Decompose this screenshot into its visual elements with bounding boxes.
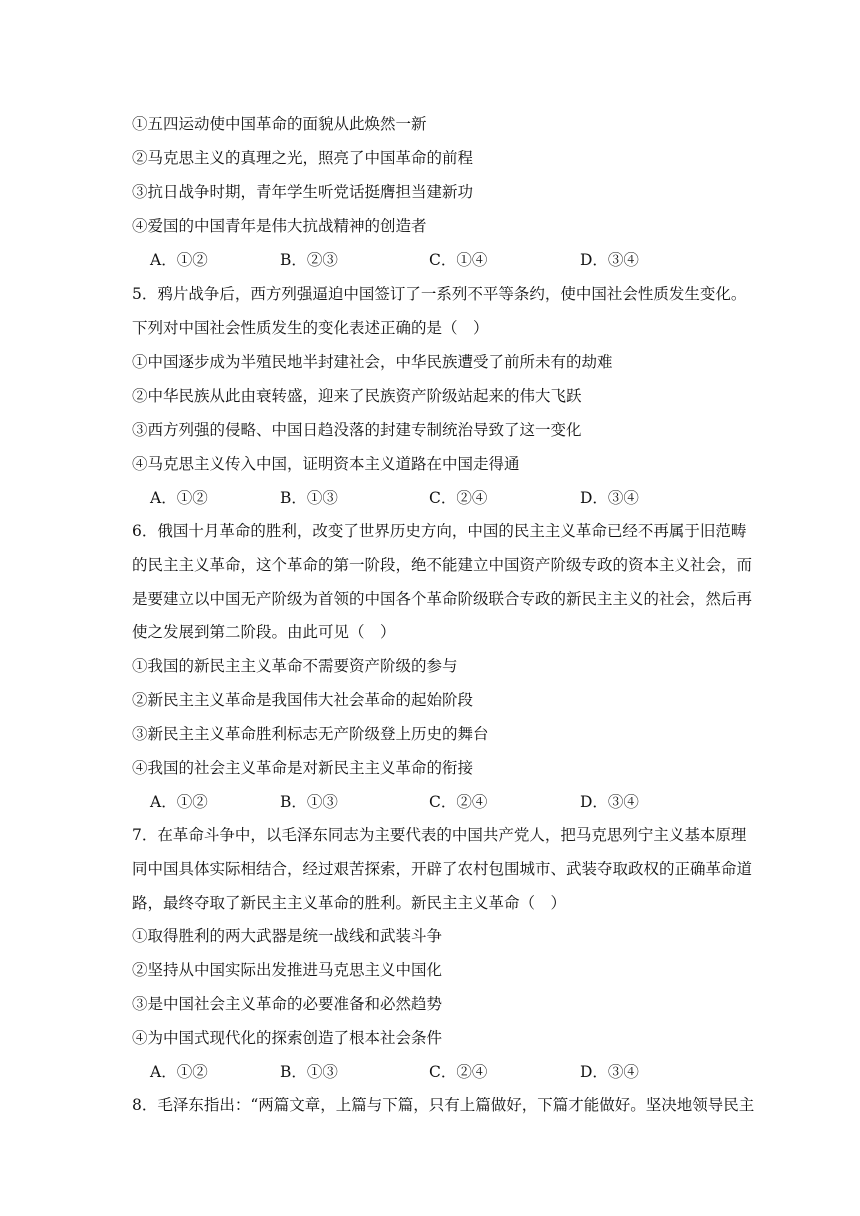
q6-statement-2: ②新民主主义革命是我国伟大社会革命的起始阶段 — [132, 691, 474, 709]
q5-option-c[interactable]: C．②④ — [429, 489, 488, 507]
q5-stem-line-1: 5．鸦片战争后，西方列强逼迫中国签订了一系列不平等条约，使中国社会性质发生变化。 — [132, 285, 747, 303]
q5-statement-1: ①中国逐步成为半殖民地半封建社会，中华民族遭受了前所未有的劫难 — [132, 353, 613, 371]
q4-option-a[interactable]: A．①② — [150, 251, 208, 269]
q5-stem-line-2: 下列对中国社会性质发生的变化表述正确的是（ ） — [132, 319, 489, 337]
q6-option-d[interactable]: D．③④ — [580, 793, 639, 811]
q4-statement-2: ②马克思主义的真理之光，照亮了中国革命的前程 — [132, 149, 474, 167]
q7-stem-line-1: 7．在革命斗争中，以毛泽东同志为主要代表的中国共产党人，把马克思列宁主义基本原理 — [132, 826, 747, 844]
q4-statement-4: ④爱国的中国青年是伟大抗战精神的创造者 — [132, 217, 427, 235]
q5-option-a[interactable]: A．①② — [150, 489, 208, 507]
q6-option-b[interactable]: B．①③ — [280, 793, 338, 811]
q5-option-d[interactable]: D．③④ — [580, 489, 639, 507]
q8-stem-line-1: 8．毛泽东指出：“两篇文章，上篇与下篇，只有上篇做好，下篇才能做好。坚决地领导民主 — [132, 1096, 755, 1114]
q7-statement-4: ④为中国式现代化的探索创造了根本社会条件 — [132, 1029, 443, 1047]
q4-option-c[interactable]: C．①④ — [429, 251, 488, 269]
q5-option-b[interactable]: B．①③ — [280, 489, 338, 507]
q4-option-d[interactable]: D．③④ — [580, 251, 639, 269]
q6-stem-line-1: 6．俄国十月革命的胜利，改变了世界历史方向，中国的民主主义革命已经不再属于旧范畴 — [132, 522, 747, 540]
q7-option-b[interactable]: B．①③ — [280, 1063, 338, 1081]
q7-option-a[interactable]: A．①② — [150, 1063, 208, 1081]
q7-option-c[interactable]: C．②④ — [429, 1063, 488, 1081]
q7-stem-line-2: 同中国具体实际相结合，经过艰苦探索，开辟了农村包围城市、武装夺取政权的正确革命道 — [132, 860, 753, 878]
q6-stem-line-4: 使之发展到第二阶段。由此可见（ ） — [132, 623, 396, 641]
q5-statement-3: ③西方列强的侵略、中国日趋没落的封建专制统治导致了这一变化 — [132, 421, 582, 439]
q6-statement-4: ④我国的社会主义革命是对新民主主义革命的衔接 — [132, 759, 474, 777]
q6-option-a[interactable]: A．①② — [150, 793, 208, 811]
q7-statement-3: ③是中国社会主义革命的必要准备和必然趋势 — [132, 995, 443, 1013]
q4-statement-3: ③抗日战争时期，青年学生听党话挺膺担当建新功 — [132, 183, 474, 201]
q7-option-d[interactable]: D．③④ — [580, 1063, 639, 1081]
q4-statement-1: ①五四运动使中国革命的面貌从此焕然一新 — [132, 115, 427, 133]
q6-statement-3: ③新民主主义革命胜利标志无产阶级登上历史的舞台 — [132, 725, 489, 743]
q6-option-c[interactable]: C．②④ — [429, 793, 488, 811]
q6-stem-line-2: 的民主主义革命，这个革命的第一阶段，绝不能建立中国资产阶级专政的资本主义社会，而 — [132, 556, 753, 574]
q7-statement-2: ②坚持从中国实际出发推进马克思主义中国化 — [132, 961, 443, 979]
q5-statement-2: ②中华民族从此由衰转盛，迎来了民族资产阶级站起来的伟大飞跃 — [132, 387, 582, 405]
q5-statement-4: ④马克思主义传入中国，证明资本主义道路在中国走得通 — [132, 455, 520, 473]
q4-option-b[interactable]: B．②③ — [280, 251, 338, 269]
q6-stem-line-3: 是要建立以中国无产阶级为首领的中国各个革命阶级联合专政的新民主主义的社会，然后再 — [132, 590, 753, 608]
q7-statement-1: ①取得胜利的两大武器是统一战线和武装斗争 — [132, 927, 443, 945]
q7-stem-line-3: 路，最终夺取了新民主主义革命的胜利。新民主主义革命（ ） — [132, 894, 567, 912]
q6-statement-1: ①我国的新民主主义革命不需要资产阶级的参与 — [132, 657, 458, 675]
